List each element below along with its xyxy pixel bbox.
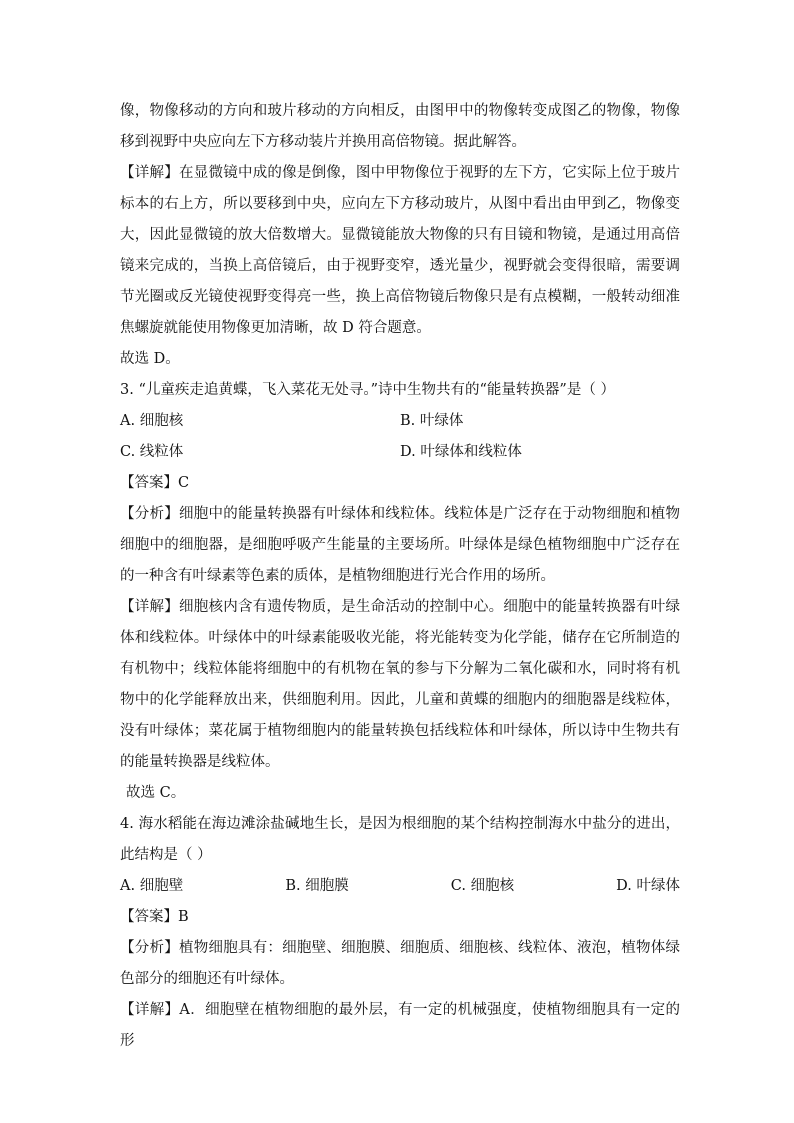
- question-4-option-b: B. 细胞膜: [285, 878, 349, 894]
- paragraph-analysis-continued: 像，物像移动的方向和玻片移动的方向相反，由图甲中的物像转变成图乙的物像，物像移到视野中央应向左下方移动装片并换用高倍物镜。据此解答。: [120, 103, 680, 150]
- question-4-option-c: C. 细胞核: [450, 878, 515, 894]
- question-3-options-row-2: [120, 437, 680, 468]
- question-4-detail: 【详解】A．细胞壁在植物细胞的最外层，有一定的机械强度，使植物细胞具有一定的形: [120, 1002, 680, 1049]
- question-4-answer: 【答案】B: [120, 909, 189, 925]
- question-3-analysis: 【分析】细胞中的能量转换器有叶绿体和线粒体。线粒体是广泛存在于动物细胞和植物细胞中的细胞器，是细胞呼吸产生能量的主要场所。叶绿体是绿色植物细胞中广泛存在的一种含有叶绿素等色素的质体，是植物细胞进行光合作用的场所。: [120, 506, 680, 584]
- document-page: [120, 96, 680, 1057]
- question-3-options-row-1: [120, 406, 680, 437]
- question-4-option-d: D. 叶绿体: [616, 878, 680, 894]
- question-3-option-a: A. 细胞核: [120, 413, 184, 429]
- question-3-choice: 故选 C。: [126, 785, 186, 801]
- paragraph-choice: 故选 D。: [120, 351, 180, 367]
- question-3-option-c: C. 线粒体: [120, 444, 184, 460]
- question-3-option-b: B. 叶绿体: [400, 413, 464, 429]
- question-4-stem: 4. 海水稻能在海边滩涂盐碱地生长，是因为根细胞的某个结构控制海水中盐分的进出，此结构是（ ）: [120, 816, 680, 863]
- question-3-answer: 【答案】C: [120, 475, 190, 491]
- question-4-option-a: A. 细胞壁: [120, 878, 184, 894]
- question-3-detail: 【详解】细胞核内含有遗传物质，是生命活动的控制中心。细胞中的能量转换器有叶绿体和线粒体。叶绿体中的叶绿素能吸收光能，将光能转变为化学能，储存在它所制造的有机物中；线粒体能将细胞中的有机物在氧的参与下分解为二氧化碳和水，同时将有机物中的化学能释放出来，供细胞利用。因此，儿童和黄蝶的细胞内的细胞器是线粒体，没有叶绿体；菜花属于植物细胞内的能量转换包括线粒体和叶绿体，所以诗中生物共有的能量转换器是线粒体。: [120, 599, 680, 770]
- question-3-option-d: D. 叶绿体和线粒体: [400, 444, 522, 460]
- question-4-options-row: [120, 871, 680, 902]
- question-3-stem: 3. “儿童疾走追黄蝶，飞入菜花无处寻。”诗中生物共有的“能量转换器”是（ ）: [120, 382, 615, 398]
- paragraph-detail: 【详解】在显微镜中成的像是倒像，图中甲物像位于视野的左下方，它实际上位于玻片标本的右上方，所以要移到中央，应向左下方移动玻片，从图中看出由甲到乙，物像变大，因此显微镜的放大倍数增大。显微镜能放大物像的只有目镜和物镜，是通过用高倍镜来完成的，当换上高倍镜后，由于视野变窄，透光量少，视野就会变得很暗，需要调节光圈或反光镜使视野变得亮一些，换上高倍物镜后物像只是有点模糊，一般转动细准焦螺旋就能使用物像更加清晰，故 D 符合题意。: [120, 165, 680, 336]
- question-4-analysis: 【分析】植物细胞具有：细胞壁、细胞膜、细胞质、细胞核、线粒体、液泡，植物体绿色部分的细胞还有叶绿体。: [120, 940, 680, 987]
